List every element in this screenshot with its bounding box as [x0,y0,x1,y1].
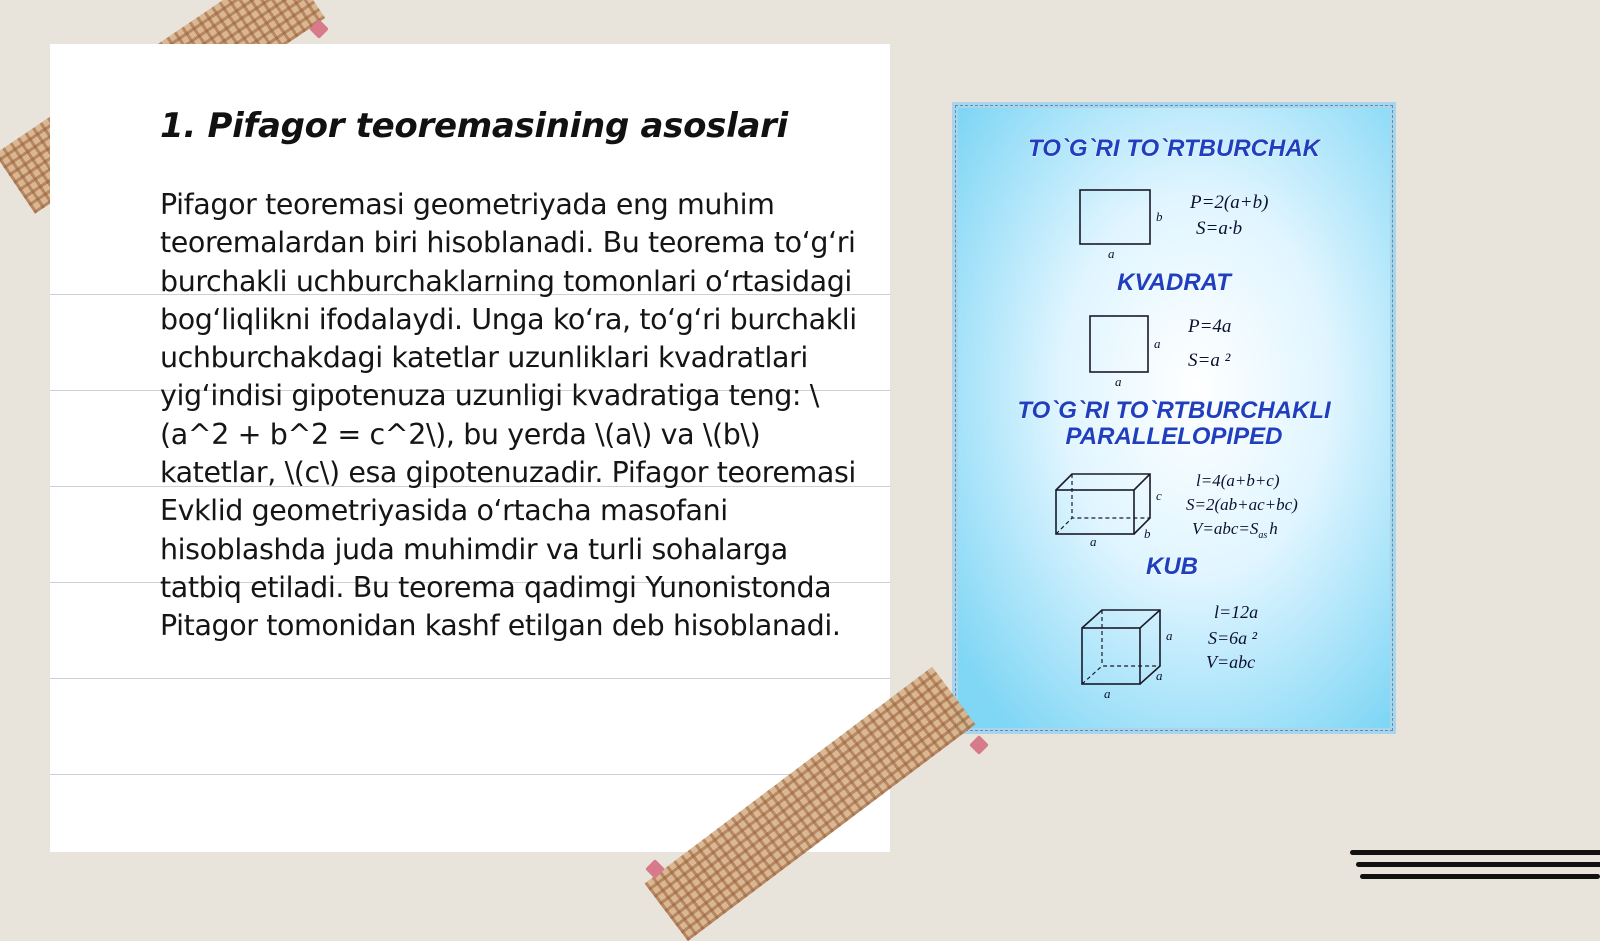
cube-label-a-depth: a [1166,628,1173,643]
cube-label-a-bottom: a [1104,686,1111,701]
cube-length-formula: l=12a [1214,602,1259,622]
cuboid-label-c: c [1156,488,1162,503]
cuboid-volume-formula [1192,519,1278,541]
cube-area-formula: S=6a ² [1208,628,1258,648]
cube-heading: KUB [1146,553,1198,580]
rectangle-label-a: a [1108,246,1115,261]
cuboid-volume-prefix: V=abc=S [1192,519,1259,538]
cuboid-volume-suffix: h [1269,519,1278,538]
decorative-brush-lines [1350,848,1600,888]
cuboid-heading-line1: TO`G`RI TO`RTBURCHAKLI [1017,397,1331,424]
cube-volume-formula: V=abc [1206,652,1256,672]
rectangle-area-formula: S=a·b [1196,218,1243,239]
paper-note [50,44,890,852]
cube-shape [1082,610,1160,684]
cuboid-label-b: b [1144,526,1151,541]
square-heading: KVADRAT [1117,269,1231,296]
cuboid-length-formula: l=4(a+b+c) [1196,471,1280,490]
cuboid-heading-line2: PARALLELOPIPED [1065,423,1283,450]
brush-line [1356,862,1600,867]
rectangle-heading: TO`G`RI TO`RTBURCHAK [1028,135,1320,162]
rectangle-label-b: b [1156,209,1163,224]
rectangle-perimeter-formula: P=2(a+b) [1190,192,1269,213]
paper-rule [50,774,890,775]
cuboid-area-formula: S=2(ab+ac+bc) [1186,495,1298,514]
geometry-formulas-illustration [958,108,1390,728]
square-label-right: a [1154,336,1161,351]
square-area-formula: S=a ² [1188,350,1231,371]
cuboid-label-a: a [1090,534,1097,549]
slide-title: 1. Pifagor teoremasining asoslari [160,106,788,146]
square-label-bottom: a [1115,374,1122,389]
cuboid-shape [1056,474,1150,534]
rectangle-shape [1080,190,1150,244]
tape-pin [969,735,989,755]
square-shape [1090,316,1148,372]
slide-body-text: Pifagor teoremasi geometriyada eng muhim teoremalardan biri hisoblanadi. Bu teorema to‘g‘ri burchakli uchburchaklarning tomonlari o‘rtasidagi bog‘liqlikni ifodalaydi. Unga ko‘ra, to‘g‘ri burchakli uchburchakdagi katetlar uzunliklari kvadratlari yig‘indisi gipotenuza uzunligi kvadratiga teng: \(a^2 + b^2 = c^2\), bu yerda \(a\) va \(b\) katetlar, \(c\) esa gipotenuzadir. Pifagor teoremasi Evklid geometriyasida o‘rtacha masofani hisoblashda juda muhimdir va turli sohalarga tatbiq etiladi. Bu teorema qadimgi Yunonistonda Pitagor tomonidan kashf etilgan deb hisoblanadi. [160,188,857,643]
geometry-formulas-poster [952,102,1396,734]
cube-label-a-side: a [1156,668,1163,683]
brush-line [1350,850,1600,855]
brush-line [1360,874,1600,879]
cuboid-volume-subscript: as [1258,530,1268,541]
paper-rule [50,678,890,679]
square-perimeter-formula: P=4a [1188,316,1232,337]
